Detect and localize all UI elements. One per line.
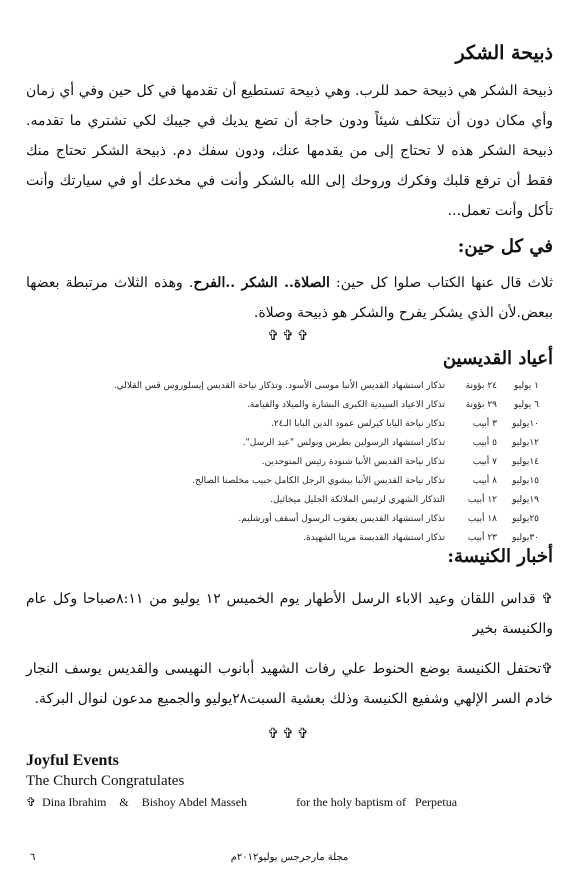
feast-description: تذكار نياحة القديس الأنبا بيشوي الرجل الكامل حبيب مخلصنا الصالح.	[192, 475, 445, 486]
feast-date: ٦ يوليو	[514, 399, 539, 410]
magazine-footer: مجلة مارجرجس يوليو٢٠١٢م	[230, 852, 349, 863]
feast-date: ١ يوليو	[514, 380, 539, 391]
joyful-events-title: Joyful Events	[26, 752, 119, 769]
feast-coptic-date: ٧ أبيب	[472, 456, 497, 467]
feast-row	[40, 509, 539, 528]
child-name: Perpetua	[415, 795, 458, 809]
feast-description: تذكار استشهاد القديس الأنبا موسى الأسود. وتذكار نياحة القديس إيسلوروس قس القلالي.	[113, 380, 445, 391]
feast-coptic-date: ١٨ أبيب	[467, 513, 497, 524]
parent-name-2: Bishoy Abdel Masseh	[141, 795, 248, 809]
feast-coptic-date: ٢٤ بؤونة	[465, 380, 497, 391]
feast-coptic-date: ١٢ أبيب	[467, 494, 497, 505]
saints-feast-list	[40, 376, 539, 547]
feast-row	[40, 528, 539, 547]
section-title-every-time: في كل حين:	[457, 236, 553, 257]
section-title-thanksgiving: ذبيحة الشكر	[455, 42, 553, 64]
feast-description: تذكار نياحة البابا كيرلس عمود الدين البابا الـ٢٤.	[270, 418, 445, 429]
feast-coptic-date: ٥ أبيب	[472, 437, 497, 448]
news-item-2: ✞تحتفل الكنيسة بوضع الحنوط علي رفات الشهيد أبانوب النهيسى والقديس يوسف النجار خادم السر الإلهي وشفيع الكنيسة وذلك بعشية السبت٢٨يوليو والجميع مدعون لنوال البركة.	[26, 661, 553, 707]
paragraph-thanksgiving: ذبيحة الشكر هي ذبيحة حمد للرب. وهي ذبيحة تستطيع أن تقدمها في كل حين وفي أي زمان وأي مكان دون أن تتكلف شيئاً ودون حاجة أن تضع يديك في جيبك لكي تشتري ما تقدمه. ذبيحة الشكر هذه لا تحتاج إلى من يقدمها عنك، ودون سفك دم. ذبيحة الشكر تحتاج منك فقط أن ترفع قلبك وفكرك وروحك إلى الله بالشكر وأنت في مخدعك أو في سيارتك وأنت تأكل وأنت تعمل...	[26, 83, 553, 219]
feast-date: ١٩يوليو	[512, 494, 539, 505]
occasion-text: for the holy baptism of	[296, 795, 407, 809]
feast-date: ١٠يوليو	[512, 418, 539, 429]
every-time-text-after: . وهذه الثلاث مرتبطة بعضها ببعض.لأن الذي يشكر يفرح والشكر هو ذبيحة وصلاة.	[26, 275, 553, 321]
feast-row	[40, 433, 539, 452]
news-item-1: ✞ قداس اللقان وعيد الاباء الرسل الأطهار يوم الخميس ١٢ يوليو من ٨:١١صباحا وكل عام والكنيسة بخير	[26, 591, 554, 637]
ampersand: &	[119, 795, 129, 809]
joyful-events-line	[26, 795, 457, 810]
feast-description: تذكار استشهاد القديسة مرينا الشهيدة.	[303, 532, 445, 543]
feast-description: تذكار استشهاد القديس يعقوب الرسول أسقف أورشليم.	[238, 513, 445, 524]
parent-name-1: Dina Ibrahim	[42, 795, 107, 809]
every-time-text-before: ثلاث قال عنها الكتاب صلوا كل حين:	[329, 275, 553, 291]
section-title-saints: أعياد القديسين	[442, 348, 553, 369]
cross-divider: ✞✞✞	[267, 328, 312, 344]
feast-description: تذكار الاعياد السيدية الكبرى البشارة والميلاد والقيامة.	[247, 399, 445, 410]
feast-description: التذكار الشهري لرئيس الملائكة الجليل ميخائيل.	[270, 494, 445, 505]
feast-row	[40, 471, 539, 490]
feast-date: ١٤يوليو	[512, 456, 539, 467]
joyful-events-subtitle: The Church Congratulates	[26, 773, 185, 789]
cross-icon: ✞	[26, 795, 37, 809]
page-number: ٦	[30, 852, 36, 863]
feast-row	[40, 376, 539, 395]
feast-coptic-date: ٢٣ أبيب	[467, 532, 497, 543]
feast-date: ١٢يوليو	[512, 437, 539, 448]
paragraph-every-time	[26, 268, 553, 328]
feast-date: ١٥يوليو	[512, 475, 539, 486]
every-time-bold-words: الصلاة.. الشكر ..الفرح	[193, 275, 330, 291]
feast-date: ٢٥يوليو	[512, 513, 539, 524]
feast-row	[40, 395, 539, 414]
feast-date: ٣٠يوليو	[512, 532, 539, 543]
feast-coptic-date: ٨ أبيب	[472, 475, 497, 486]
feast-row	[40, 414, 539, 433]
feast-row	[40, 452, 539, 471]
feast-description: تذكار استشهاد الرسولين بطرس وبولس "عيد الرسل".	[242, 437, 445, 448]
feast-description: تذكار نياحة القديس الأنبا شنودة رئيس المتوحدين.	[261, 456, 445, 467]
feast-coptic-date: ٣ أبيب	[472, 418, 497, 429]
feast-coptic-date: ٢٩ بؤونة	[465, 399, 497, 410]
feast-row	[40, 490, 539, 509]
section-title-news: أخبار الكنيسة:	[447, 546, 553, 567]
cross-divider-2: ✞✞✞	[267, 726, 312, 742]
